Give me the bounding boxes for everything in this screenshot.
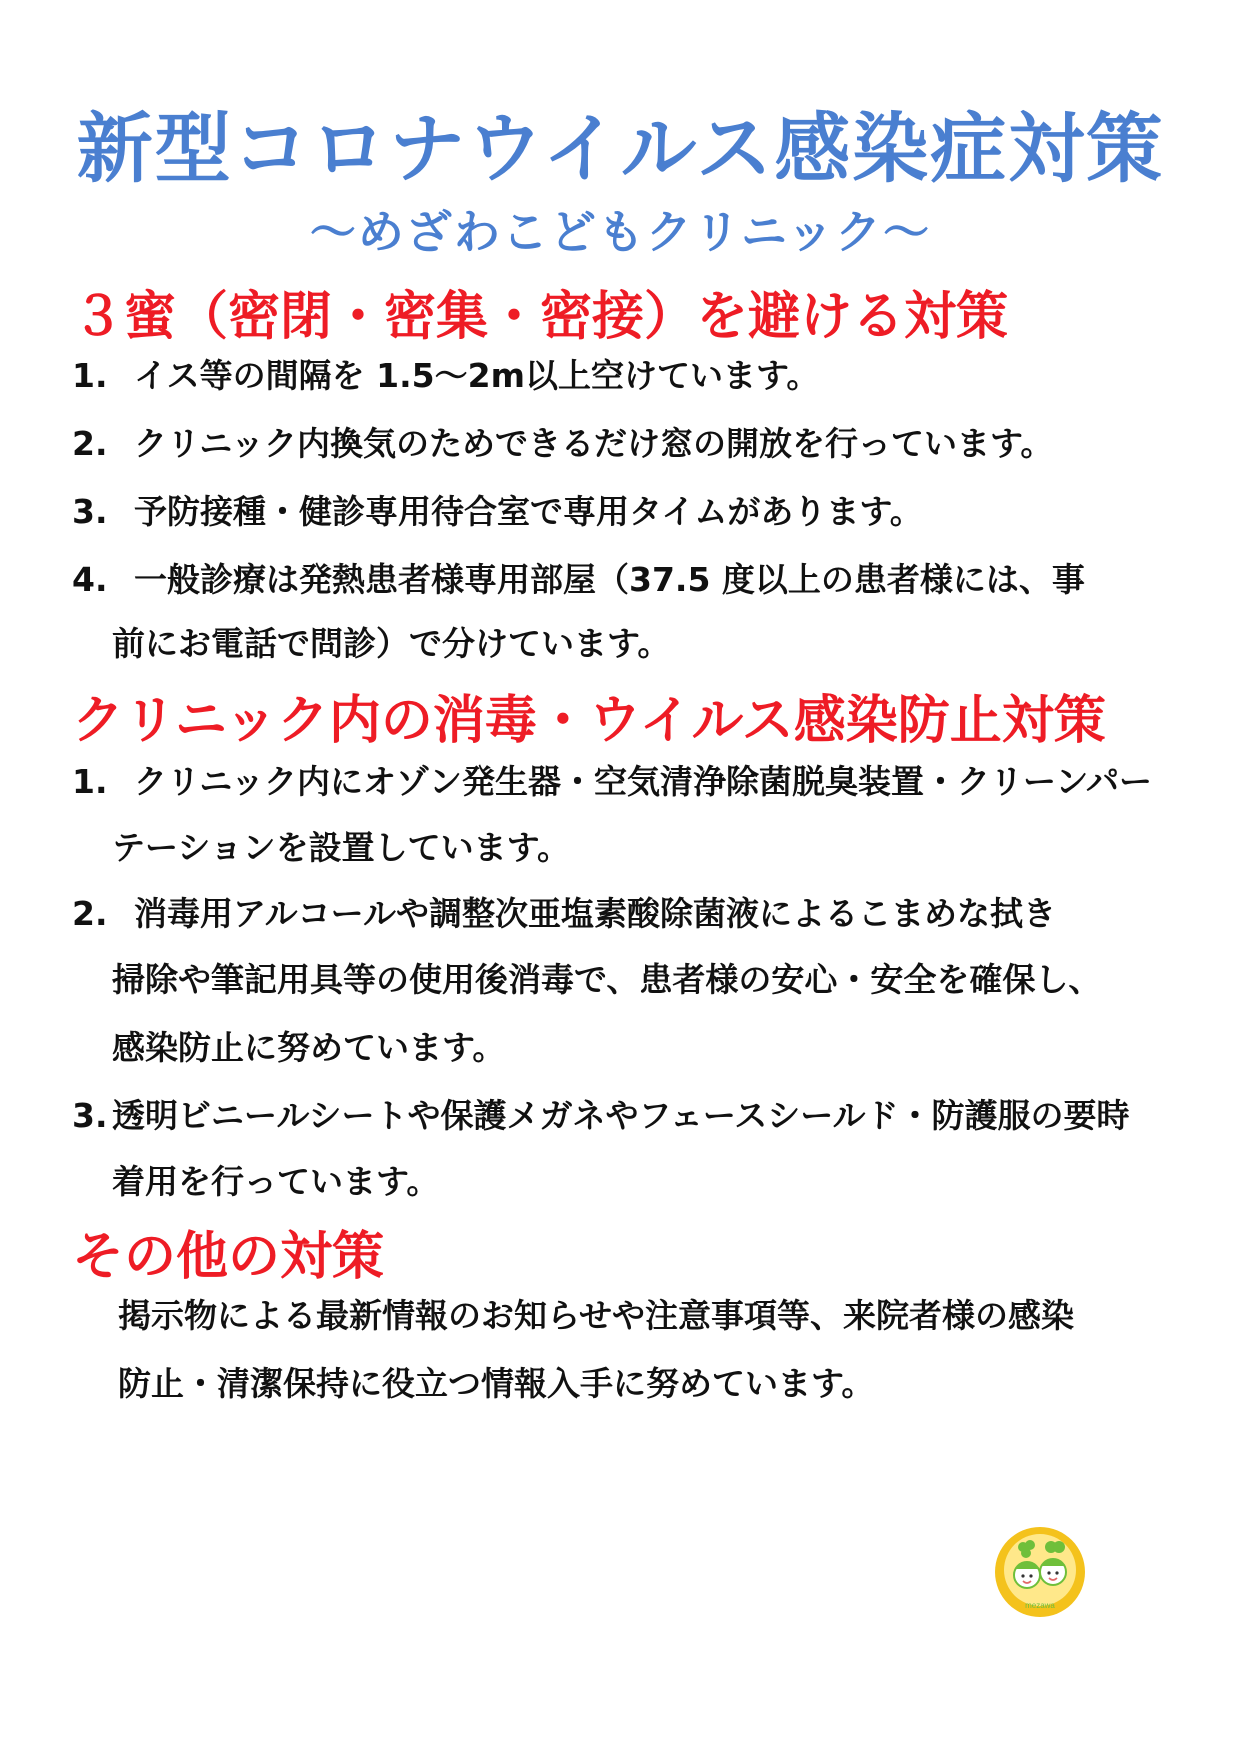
page-title: 新型コロナウイルス感染症対策 (76, 104, 1165, 193)
list-item-continuation: 前にお電話で問診）で分けています。 (112, 624, 671, 663)
list-number: 4. (72, 560, 108, 599)
logo-text: mezawa (1025, 1601, 1055, 1610)
list-number: 2. (72, 894, 108, 933)
section-heading-other: その他の対策 (72, 1227, 385, 1287)
list-item-continuation: テーションを設置しています。 (112, 828, 571, 867)
list-item-continuation: 掃除や筆記用具等の使用後消毒で、患者様の安心・安全を確保し、 (112, 960, 1102, 999)
list-number: 1. (72, 762, 108, 801)
list-text: 透明ビニールシートや保護メガネやフェースシールド・防護服の要時 (112, 1096, 1130, 1135)
list-item (72, 756, 1152, 803)
page-subtitle: ～めざわこどもクリニック～ (309, 205, 932, 259)
list-text: 消毒用アルコールや調整次亜塩素酸除菌液によるこまめな拭き (134, 894, 1057, 933)
list-number: 3. (72, 492, 108, 531)
list-item (72, 486, 923, 533)
list-number: 1. (72, 356, 108, 395)
list-number: 3. (72, 1096, 108, 1135)
list-item (72, 1090, 1130, 1137)
section-heading-disinfection: クリニック内の消毒・ウイルス感染防止対策 (72, 691, 1106, 751)
list-item-continuation: 着用を行っています。 (112, 1162, 440, 1201)
list-item-continuation: 感染防止に努めています。 (112, 1028, 506, 1067)
paragraph-line: 防止・清潔保持に役立つ情報入手に努めています。 (118, 1364, 875, 1403)
list-text: クリニック内にオゾン発生器・空気清浄除菌脱臭装置・クリーンパー (134, 762, 1153, 801)
list-number: 2. (72, 424, 108, 463)
section-heading-3-mitsu: ３蜜（密閉・密集・密接）を避ける対策 (72, 287, 1009, 347)
list-text: クリニック内換気のためできるだけ窓の開放を行っています。 (134, 424, 1054, 463)
clinic-logo (993, 1525, 1087, 1619)
list-text: イス等の間隔を 1.5～2m以上空けています。 (134, 356, 820, 395)
list-text: 一般診療は発熱患者様専用部屋（37.5 度以上の患者様には、事 (134, 560, 1085, 599)
clinic-logo-image (993, 1525, 1087, 1619)
list-item (72, 350, 819, 397)
list-item (72, 888, 1056, 935)
list-item (72, 418, 1053, 465)
list-item (72, 554, 1085, 601)
paragraph-line: 掲示物による最新情報のお知らせや注意事項等、来院者様の感染 (118, 1296, 1075, 1335)
list-text: 予防接種・健診専用待合室で専用タイムがあります。 (134, 492, 923, 531)
